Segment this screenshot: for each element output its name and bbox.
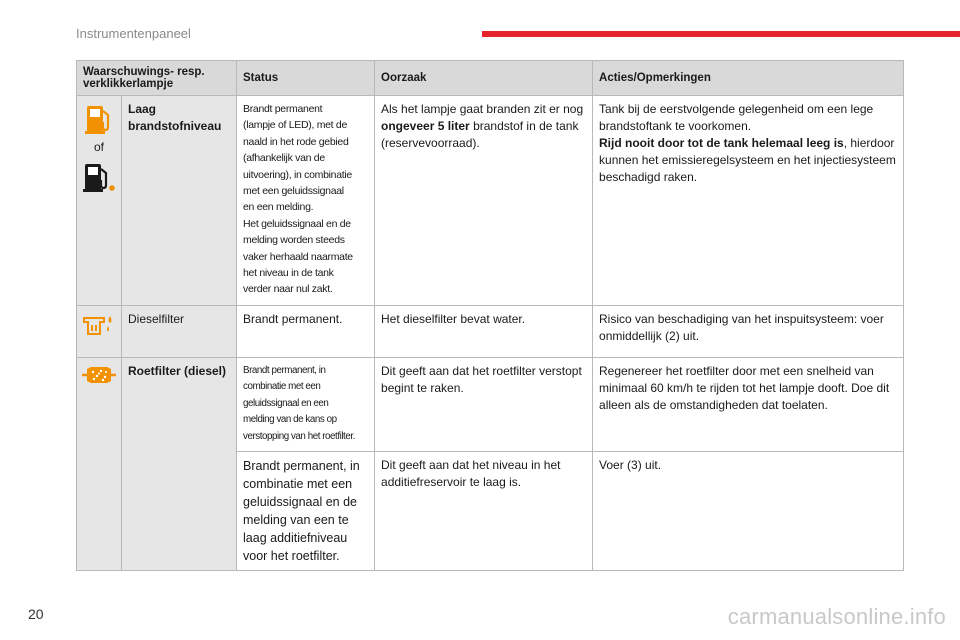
header-accent-bar [482,31,960,37]
warning-lights-table [76,60,904,571]
action-roetfilter: Regenereer het roetfilter door met een snelheid van minimaal 60 km/h te rijden tot het lampje dooft. Doe dit alleen als de omstandigheden dat toelaten. [593,358,904,452]
lamp-name-roetfilter: Roetfilter (diesel) [122,358,237,571]
action-additief: Voer (3) uit. [593,452,904,571]
status-line: melding van de kans op [243,414,337,426]
cause-text: Als het lampje gaat branden zit er nog [381,102,584,116]
status-line: het niveau in de tank [243,267,334,280]
cause-dieselfilter: Het dieselfilter bevat water. [375,306,593,358]
particle-filter-icon [79,364,119,386]
status-line: Brandt permanent [243,103,323,115]
status-line: (lampje of LED), met de [243,119,347,132]
status-line: naald in het rode gebied [243,135,349,148]
action-dieselfilter: Risico van beschadiging van het inspuitsysteem: voer onmiddellijk (2) uit. [593,306,904,358]
status-roetfilter [237,358,375,452]
column-header-cause: Oorzaak [375,61,593,96]
action-fuel [593,96,904,306]
icon-cell-dieselfilter [77,306,122,358]
status-additief: Brandt permanent, in combinatie met een geluidssignaal en de melding van een te laag additiefniveau voor het roetfilter. [237,452,375,571]
status-line: en een melding. [243,201,314,214]
status-line: vaker herhaald naarmate [243,250,353,263]
table-row-roetfilter [77,358,904,452]
cause-text: brandstof in de tank (reservevoorraad). [381,119,579,150]
status-fuel [237,96,375,306]
table-row-dieselfilter [77,306,904,358]
status-line: combinatie met een [243,381,321,393]
status-line: geluidssignaal en een [243,397,329,409]
lamp-name-dieselfilter: Dieselfilter [122,306,237,358]
icon-separator-text: of [93,140,104,154]
status-line: melding worden steeds [243,234,345,247]
status-line: met een geluidssignaal [243,185,344,198]
status-line: Brandt permanent, in [243,365,326,376]
status-dieselfilter: Brandt permanent. [237,306,375,358]
status-line: uitvoering), in combinatie [243,168,352,181]
cause-roetfilter: Dit geeft aan dat het roetfilter verstopt begint te raken. [375,358,593,452]
watermark: carmanualsonline.info [727,604,946,629]
lamp-name-fuel: Laag brandstofniveau [122,96,237,306]
fuel-pump-led-icon [79,160,119,192]
column-header-status: Status [237,61,375,96]
action-text: Tank bij de eerstvolgende gelegenheid om een lege brandstoftank te voorkomen. [599,102,874,133]
status-line: verder naar nul zakt. [243,283,333,296]
column-header-actions: Acties/Opmerkingen [593,61,904,96]
column-header-lamp: Waarschuwings- resp. verklikkerlampje [77,61,237,96]
fuel-pump-icon [79,102,119,134]
cause-additief: Dit geeft aan dat het niveau in het additiefreservoir te laag is. [375,452,593,571]
table-row-fuel [77,96,904,306]
action-emphasis: Rijd nooit door tot de tank helemaal leeg is [599,136,844,150]
icon-cell-roetfilter [77,358,122,571]
action-text: , hierdoor kunnen het emissieregelsysteem en het injectiesysteem beschadigd raken. [599,136,896,184]
cause-fuel [375,96,593,306]
table-header-row [77,61,904,96]
status-line: Het geluidssignaal en de [243,217,351,230]
running-header: Instrumentenpaneel [76,26,191,41]
icon-cell-fuel [77,96,122,306]
status-line: verstopping van het roetfilter. [243,430,355,442]
diesel-filter-water-icon [79,312,119,338]
status-line: (afhankelijk van de [243,152,325,165]
page-number: 20 [28,606,44,622]
cause-emphasis: ongeveer 5 liter [381,119,470,133]
